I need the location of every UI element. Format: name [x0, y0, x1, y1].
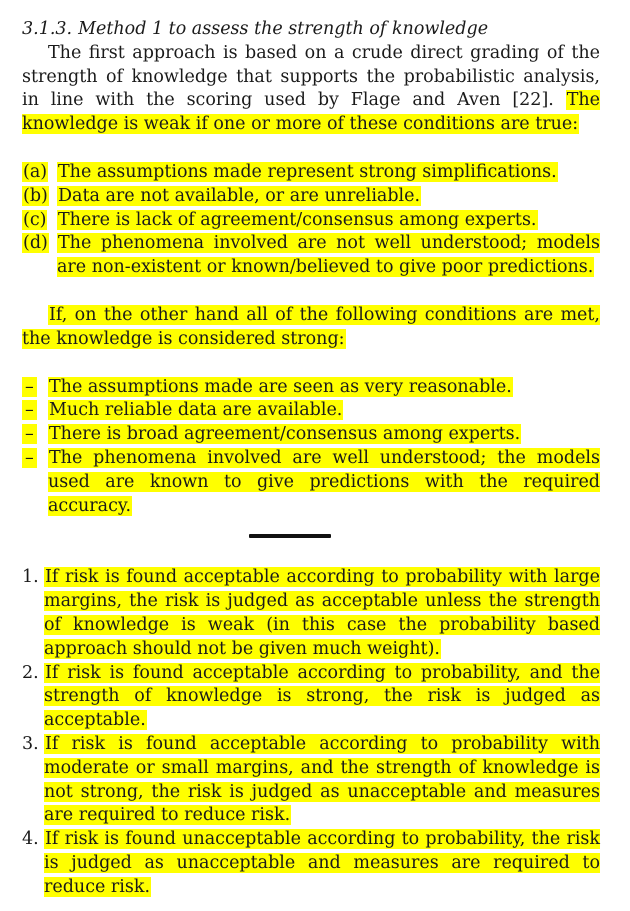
spacer: [22, 137, 600, 161]
item-text: If risk is found acceptable according to probability with large margins, the risk is judged as acceptable unless the strength of knowledge is weak (in this case the probability based approach should not be given much weight).: [44, 567, 600, 659]
list-item: [22, 161, 600, 185]
list-item: [22, 662, 600, 733]
list-item: [22, 828, 600, 899]
item-label: –: [22, 400, 37, 420]
intro-paragraph: [22, 42, 600, 137]
item-label: (a): [23, 161, 48, 182]
strong-conditions-list: [22, 376, 600, 519]
item-text: If risk is found unacceptable according to probability, the risk is judged as unacceptable and measures are required to reduce risk.: [44, 829, 600, 897]
item-label: 2.: [22, 662, 39, 683]
intro-highlighted-text: The knowledge is weak if one or more of these conditions are true:: [22, 90, 600, 135]
list-item: [22, 209, 600, 233]
list-item: [22, 185, 600, 209]
divider-area: [22, 518, 600, 566]
list-item: [22, 232, 600, 280]
item-label: (d): [23, 233, 48, 254]
item-label: 4.: [22, 829, 39, 850]
item-text: Data are not available, or are unreliable.: [58, 185, 421, 206]
horizontal-divider: [249, 534, 331, 538]
item-text: If risk is found acceptable according to probability, and the strength of knowledge is strong, the risk is judged as acceptable.: [44, 662, 600, 731]
item-label: –: [22, 377, 37, 397]
list-item: [22, 423, 600, 447]
list-item: [22, 733, 600, 828]
section-number: 3.1.3.: [22, 19, 73, 39]
strong-intro-text: If, on the other hand all of the following conditions are met, the knowledge is considered strong:: [22, 304, 600, 349]
spacer: [22, 280, 600, 304]
section-title: Method 1 to assess the strength of knowledge: [78, 19, 489, 39]
item-text: There is lack of agreement/consensus among experts.: [58, 209, 537, 230]
section-heading: [22, 18, 600, 42]
list-item: [22, 447, 600, 518]
list-item: [22, 399, 600, 423]
item-text: The phenomena involved are well understood; the models used are known to give predictions with the required accuracy.: [48, 447, 600, 516]
item-text: The phenomena involved are not well understood; models are non-existent or known/believed to give poor predictions.: [57, 233, 600, 278]
strong-intro-paragraph: [22, 304, 600, 352]
item-label: 3.: [22, 733, 39, 754]
item-label: (c): [23, 209, 47, 230]
intro-plain-text: The first approach is based on a crude direct grading of the strength of knowledge that supports the probabilistic analysis, in line with the scoring used by Flage and Aven [22].: [22, 42, 600, 111]
item-text: The assumptions made represent strong simplifications.: [58, 161, 557, 182]
item-label: 1.: [22, 567, 39, 588]
item-text: Much reliable data are available.: [49, 400, 343, 421]
item-text: There is broad agreement/consensus among experts.: [49, 424, 521, 445]
item-label: (b): [23, 185, 48, 206]
item-text: The assumptions made are seen as very reasonable.: [49, 376, 512, 397]
weak-conditions-list: [22, 161, 600, 280]
item-label: –: [22, 424, 37, 444]
item-label: –: [22, 448, 37, 468]
spacer: [22, 352, 600, 376]
list-item: [22, 566, 600, 661]
item-text: If risk is found acceptable according to probability with moderate or small margins, and the strength of knowledge is not strong, the risk is judged as unacceptable and measures are required to reduce risk.: [44, 733, 600, 826]
rules-list: [22, 566, 600, 899]
document-page: [22, 18, 600, 900]
list-item: [22, 376, 600, 400]
